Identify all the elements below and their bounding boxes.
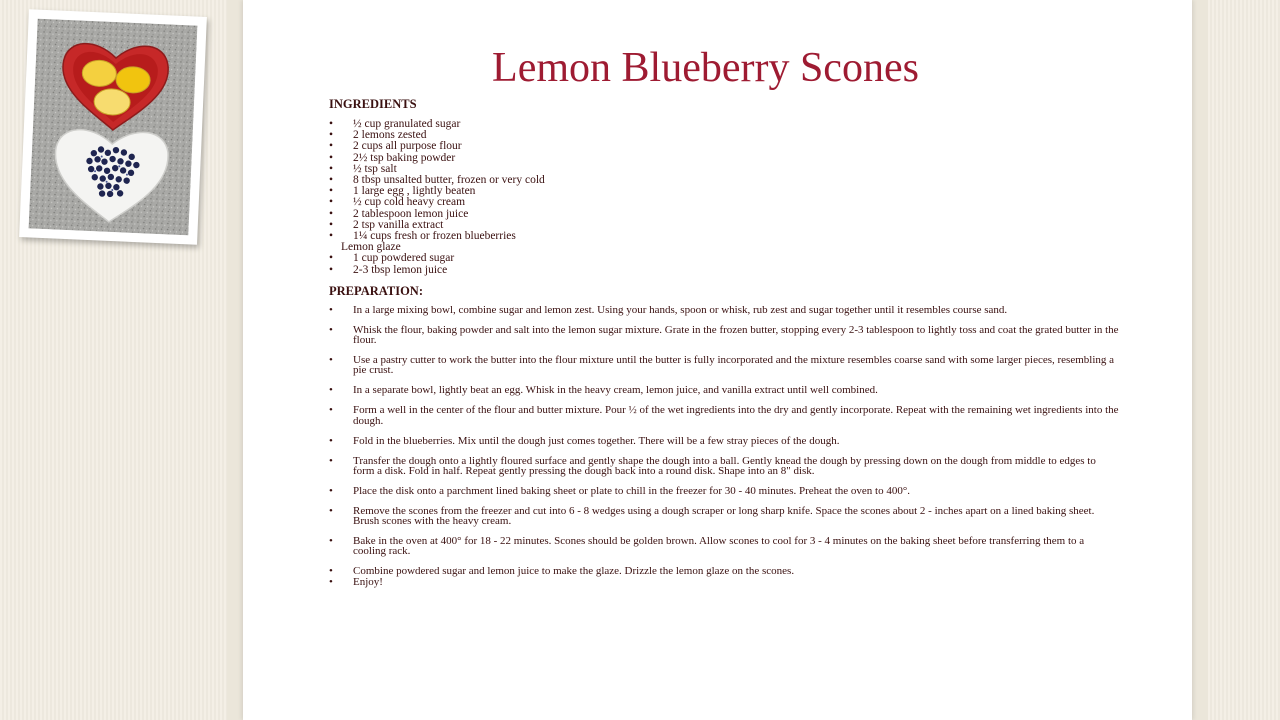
ingredients-list xyxy=(329,119,545,276)
preparation-steps xyxy=(329,305,1119,597)
preparation-heading: PREPARATION: xyxy=(329,284,423,298)
lemons-blueberries-image xyxy=(28,19,197,236)
preparation-step: • In a large mixing bowl, combine sugar and lemon zest. Using your hands, spoon or whisk, rub zest and sugar together until it resembles course sand. xyxy=(329,305,1119,315)
preparation-step: • Fold in the blueberries. Mix until the dough just comes together. There will be a few stray pieces of the dough. xyxy=(329,436,1119,446)
ingredient-item: • ½ cup granulated sugar xyxy=(329,119,545,130)
right-page-border xyxy=(1192,0,1208,720)
preparation-step: • Transfer the dough onto a lightly floured surface and gently shape the dough into a ball. Gently knead the dough by pressing down on the dough from middle to edges to form a disk. Fold in half. Repeat gently pressing the dough back into a round disk. Shape into an 8" disk. xyxy=(329,456,1119,476)
ingredients-heading: INGREDIENTS xyxy=(329,97,417,111)
left-page-border xyxy=(227,0,243,720)
preparation-step: • Place the disk onto a parchment lined baking sheet or plate to chill in the freezer for 30 - 40 minutes. Preheat the oven to 400°. xyxy=(329,486,1119,496)
page-title: Lemon Blueberry Scones xyxy=(492,45,919,91)
recipe-photo xyxy=(19,9,207,245)
ingredient-item: • 2 cups all purpose flour xyxy=(329,141,545,152)
ingredient-item: • 8 tbsp unsalted butter, frozen or very cold xyxy=(329,175,545,186)
ingredient-item: • 1¼ cups fresh or frozen blueberries xyxy=(329,231,545,242)
ingredient-item: • ½ tsp salt xyxy=(329,164,545,175)
ingredient-item: • 2 tsp vanilla extract xyxy=(329,220,545,231)
preparation-step: • Bake in the oven at 400° for 18 - 22 minutes. Scones should be golden brown. Allow scones to cool for 3 - 4 minutes on the baking sheet before transferring them to a cooling rack. xyxy=(329,536,1119,556)
glaze-heading: Lemon glaze xyxy=(341,241,401,254)
preparation-step: • In a separate bowl, lightly beat an egg. Whisk in the heavy cream, lemon juice, and vanilla extract until well combined. xyxy=(329,385,1119,395)
glaze-item: • 1 cup powdered sugar xyxy=(329,253,545,264)
ingredient-item: • 2 lemons zested xyxy=(329,130,545,141)
preparation-step: • Combine powdered sugar and lemon juice to make the glaze. Drizzle the lemon glaze on the scones. xyxy=(329,566,1119,576)
preparation-step: • Enjoy! xyxy=(329,577,1119,587)
glaze-item: • 2-3 tbsp lemon juice xyxy=(329,265,545,276)
preparation-step: • Remove the scones from the freezer and cut into 6 - 8 wedges using a dough scraper or long sharp knife. Space the scones about 2 - inches apart on a lined baking sheet. Brush scones with the heavy cream. xyxy=(329,506,1119,526)
preparation-step: • Form a well in the center of the flour and butter mixture. Pour ½ of the wet ingredients into the dry and gently incorporate. Repeat with the remaining wet ingredients into the dough. xyxy=(329,405,1119,425)
preparation-step: • Use a pastry cutter to work the butter into the flour mixture until the butter is fully incorporated and the mixture resembles coarse sand with some larger pieces, resembling a pie crust. xyxy=(329,355,1119,375)
ingredient-item: • 2 tablespoon lemon juice xyxy=(329,209,545,220)
ingredient-item: • 2½ tsp baking powder xyxy=(329,153,545,164)
ingredient-item: • ½ cup cold heavy cream xyxy=(329,197,545,208)
ingredient-item: • 1 large egg , lightly beaten xyxy=(329,186,545,197)
preparation-step: • Whisk the flour, baking powder and salt into the lemon sugar mixture. Grate in the frozen butter, stopping every 2-3 tablespoon to lightly toss and coat the grated butter in the flour. xyxy=(329,325,1119,345)
